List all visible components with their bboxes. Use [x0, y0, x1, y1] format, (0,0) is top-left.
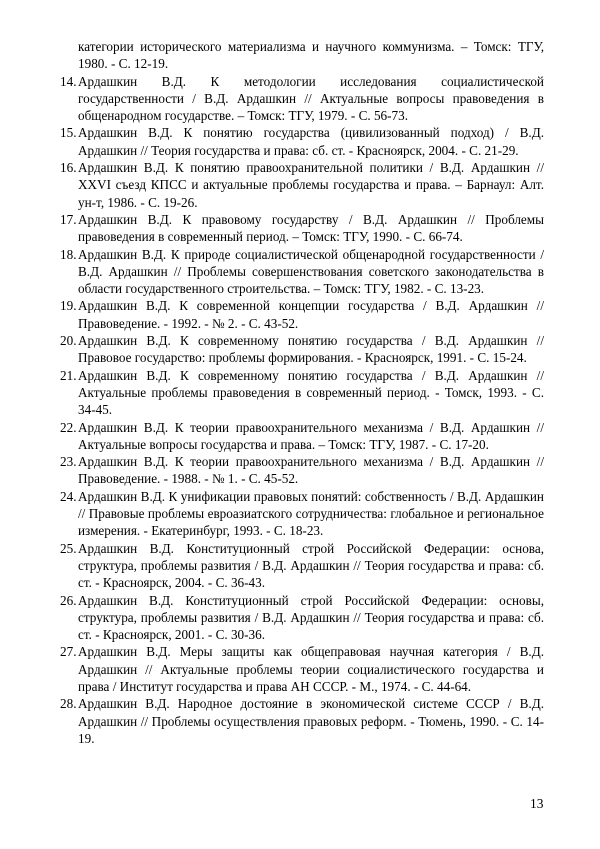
- entry-text: Ардашкин В.Д. К современному понятию государства / В.Д. Ардашкин // Правовое государство: проблемы формирования. - Красноярск, 1991. - С. 15-24.: [78, 333, 544, 366]
- entry-text: Ардашкин В.Д. Конституционный строй Российской Федерации: основа, структура, проблемы развития / В.Д. Ардашкин // Теория государства и права: сб. ст. - Красноярск, 2004. - С. 36-43.: [78, 540, 544, 591]
- entry-text: Ардашкин В.Д. К правовому государству / В.Д. Ардашкин // Проблемы правоведения в современный период. – Томск: ТГУ, 1990. - С. 66-74.: [78, 211, 544, 245]
- entry-number: 17.: [60, 211, 77, 227]
- entry-text: Ардашкин В.Д. К теории правоохранительного механизма / В.Д. Ардашкин // Правоведение. - 1988. - № 1. - С. 45-52.: [78, 454, 544, 487]
- entry-number: 25.: [60, 540, 77, 556]
- entry-text: Ардашкин В.Д. Конституционный строй Российской Федерации: основы, структура, проблемы развития / В.Д. Ардашкин // Теория государства и права: сб. ст. - Красноярск, 2001. - С. 30-36.: [78, 592, 544, 643]
- entry-text: Ардашкин В.Д. К понятию правоохранительной политики / В.Д. Ардашкин // XXVI съезд КПСС и актуальные проблемы государства и права. – Барнаул: Алт. ун-т, 1986. - С. 19-26.: [78, 160, 544, 210]
- entries-container: [60, 73, 544, 748]
- bibliography-entry: [60, 419, 544, 454]
- entry-number: 28.: [60, 696, 77, 712]
- bibliography-entry: [60, 159, 544, 211]
- bibliography-entry: [60, 297, 544, 332]
- bibliography-entry: [60, 73, 544, 125]
- entry-text: Ардашкин В.Д. К теории правоохранительного механизма / В.Д. Ардашкин // Актуальные вопросы государства и права. – Томск: ТГУ, 1987. - С. 17-20.: [78, 419, 544, 452]
- entry-number: 18.: [60, 246, 77, 262]
- entry-number: 19.: [60, 298, 77, 314]
- entry-text: Ардашкин В.Д. К современной концепции государства / В.Д. Ардашкин // Правоведение. - 1992. - № 2. - С. 43-52.: [78, 298, 544, 331]
- entry-number: 16.: [60, 160, 77, 176]
- entry-number: 24.: [60, 488, 77, 504]
- bibliography-entry: [60, 643, 544, 695]
- page-number: 13: [530, 796, 544, 811]
- bibliography-list: [60, 38, 544, 747]
- entry-text: Ардашкин В.Д. К природе социалистической общенародной государственности / В.Д. Ардашкин // Проблемы совершенствования советского законодательства в области государственного строительства. – Томск: ТГУ, 1982. - С. 13-23.: [78, 246, 544, 297]
- entry-number: 20.: [60, 333, 77, 349]
- bibliography-entry: [60, 246, 544, 298]
- entry-number: 22.: [60, 419, 77, 435]
- bibliography-entry: [60, 488, 544, 540]
- entry-text: Ардашкин В.Д. Народное достояние в экономической системе СССР / В.Д. Ардашкин // Проблемы осуществления правовых реформ. - Тюмень, 1990. - С. 14-19.: [78, 696, 544, 746]
- bibliography-entry: [60, 540, 544, 592]
- entry-text: Ардашкин В.Д. К унификации правовых понятий: собственность / В.Д. Ардашкин // Правовые проблемы евроазиатского сотрудничества: глобальное и региональное измерения. - Екатеринбург, 1993. - С. 18-23.: [78, 488, 544, 539]
- entry-text: Ардашкин В.Д. Меры защиты как общеправовая научная категория / В.Д. Ардашкин // Актуальные проблемы теории социалистического государства и права / Институт государства и права АН СССР. - М., 1974. - С. 44-64.: [78, 644, 544, 694]
- bibliography-entry: [60, 453, 544, 488]
- bibliography-entry: [60, 367, 544, 419]
- bibliography-entry: [60, 592, 544, 644]
- entry-text: Ардашкин В.Д. К современному понятию государства / В.Д. Ардашкин // Актуальные проблемы правоведения в современный период. - Томск, 1993. - С. 34-45.: [78, 367, 544, 418]
- bibliography-entry: [60, 695, 544, 747]
- bibliography-entry: [60, 124, 544, 159]
- entry-number: 15.: [60, 125, 77, 141]
- entry-number: 26.: [60, 592, 77, 608]
- continuation-text: категории исторического материализма и научного коммунизма. – Томск: ТГУ, 1980. - С. 12-19.: [78, 39, 544, 72]
- entry-number: 23.: [60, 454, 77, 470]
- entry-number: 27.: [60, 644, 77, 660]
- entry-number: 21.: [60, 367, 77, 383]
- entry-number: 14.: [60, 73, 77, 89]
- bibliography-entry: [60, 332, 544, 367]
- entry-text: Ардашкин В.Д. К методологии исследования социалистической государственности / В.Д. Ардашкин // Актуальные вопросы правоведения в общенародном государстве. – Томск: ТГУ, 1979. - С. 56-73.: [78, 73, 544, 124]
- entry-text: Ардашкин В.Д. К понятию государства (цивилизованный подход) / В.Д. Ардашкин // Теория государства и права: сб. ст. - Красноярск, 2004. - С. 21-29.: [78, 125, 544, 158]
- bibliography-entry: [60, 211, 544, 246]
